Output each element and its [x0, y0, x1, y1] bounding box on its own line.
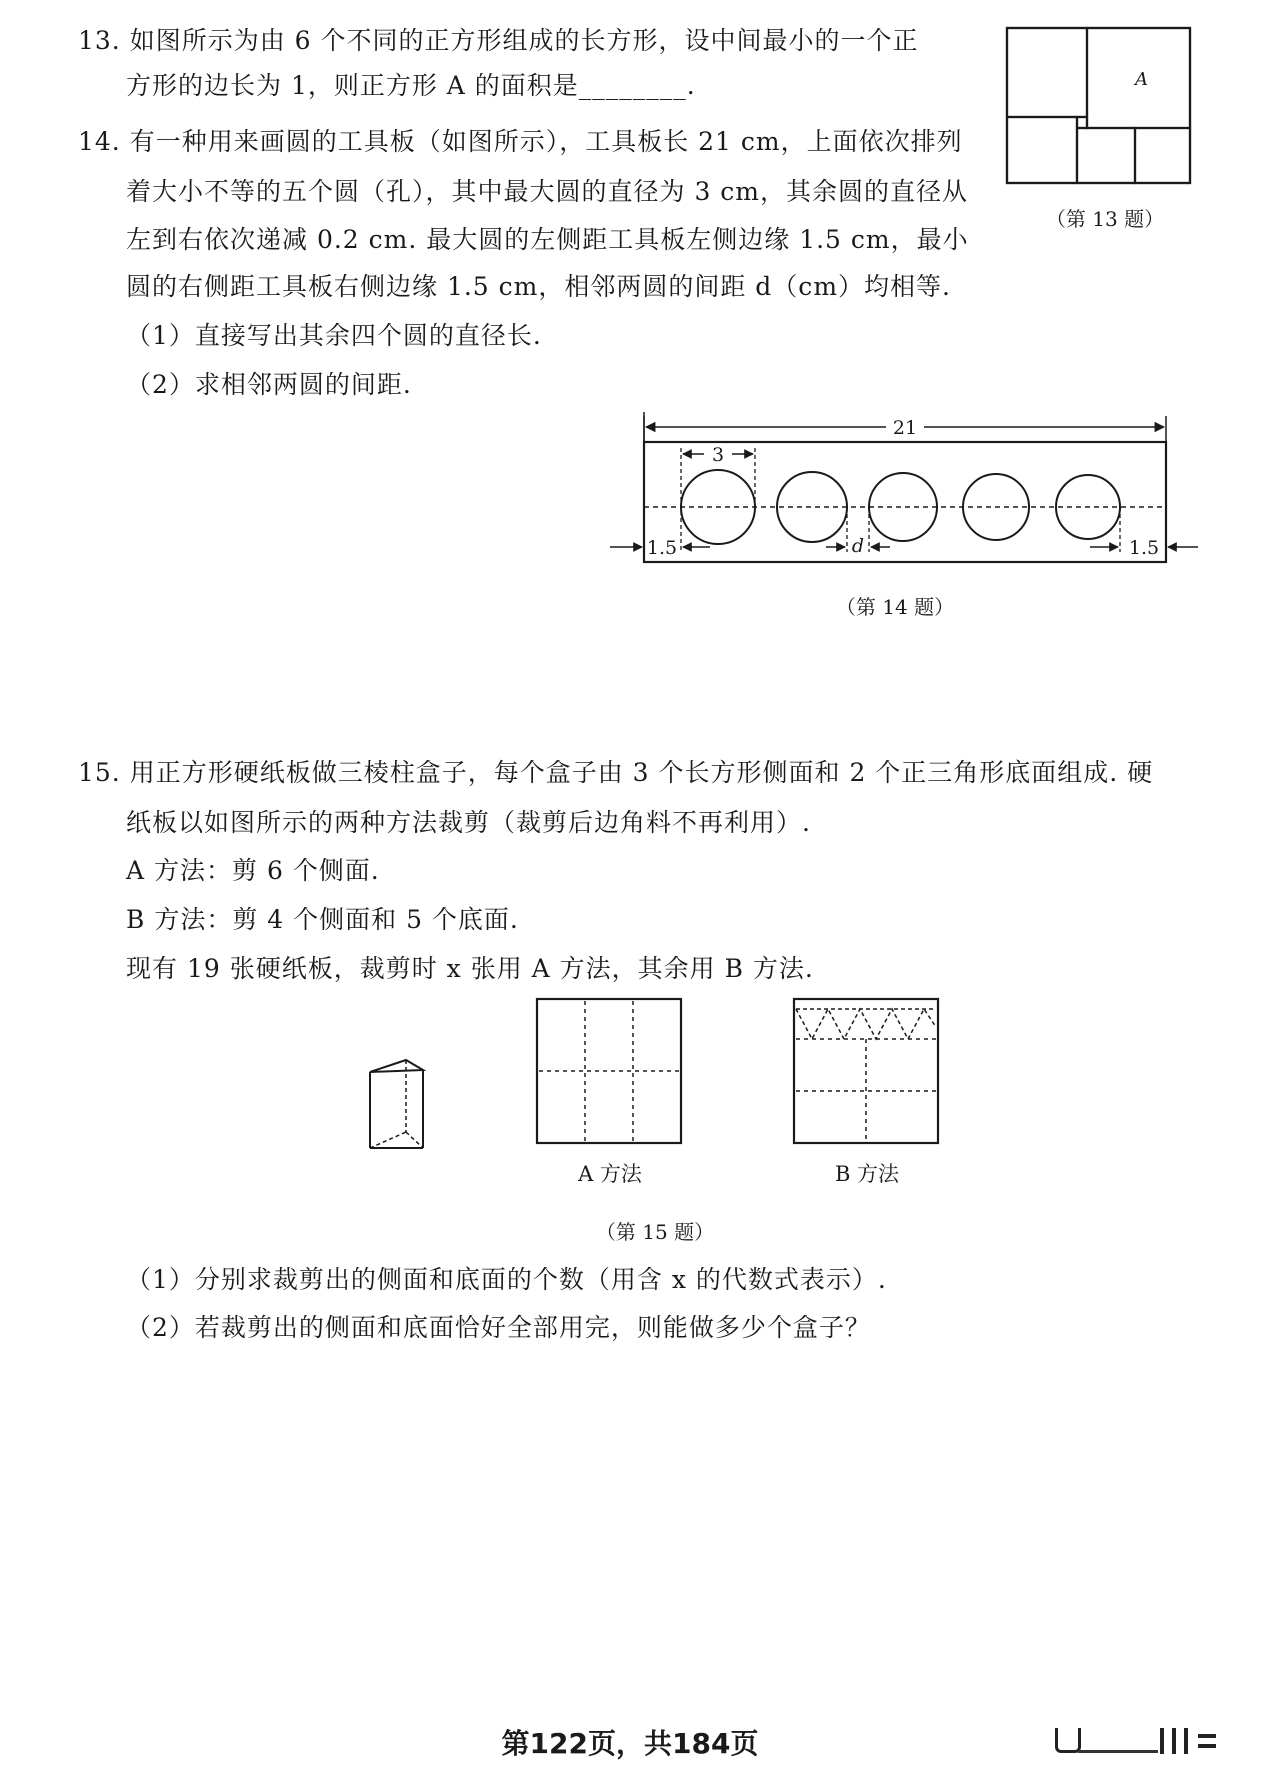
menu-icon[interactable] — [1198, 1734, 1216, 1738]
outer-rectangle — [1007, 28, 1190, 183]
q14-part2: （2）求相邻两圆的间距. — [126, 370, 412, 399]
square-bottom-middle — [1077, 128, 1135, 183]
square-bottom-right — [1135, 128, 1190, 183]
page-bar-icon[interactable] — [1160, 1728, 1164, 1754]
q15-line5: 现有 19 张硬纸板，裁剪时 x 张用 A 方法，其余用 B 方法. — [126, 954, 814, 983]
q13-line2: 方形的边长为 1，则正方形 A 的面积是________. — [126, 71, 696, 100]
method-a-figure — [535, 997, 683, 1145]
q15-method-b: B 方法：剪 4 个侧面和 5 个底面. — [126, 905, 519, 934]
q15-method-a: A 方法：剪 6 个侧面. — [126, 856, 380, 885]
square-smallest — [1077, 117, 1087, 128]
q15-line2: 纸板以如图所示的两种方法裁剪（裁剪后边角料不再利用）. — [126, 808, 811, 837]
q15-line1: 15. 用正方形硬纸板做三棱柱盒子，每个盒子由 3 个长方形侧面和 2 个正三角形底面组成. 硬 — [78, 758, 1154, 787]
q14-line2: 着大小不等的五个圆（孔），其中最大圆的直径为 3 cm，其余圆的直径从 — [126, 177, 969, 206]
square-top-left — [1007, 28, 1087, 117]
q14-line3: 左到右依次递减 0.2 cm. 最大圆的左侧距工具板左侧边缘 1.5 cm，最小 — [126, 225, 969, 254]
q13-caption: （第 13 题） — [1045, 207, 1165, 231]
q15-caption: （第 15 题） — [595, 1220, 715, 1244]
dim-diameter-label: 3 — [711, 444, 725, 466]
dim-right-label: 1.5 — [1128, 537, 1160, 559]
method-b-figure — [792, 997, 940, 1145]
method-b-label: B 方法 — [834, 1162, 900, 1186]
q13-line1: 13. 如图所示为由 6 个不同的正方形组成的长方形，设中间最小的一个正 — [78, 26, 919, 55]
page-bar-icon[interactable] — [1184, 1728, 1188, 1754]
q13-squares-figure — [1005, 25, 1197, 187]
triangular-prism-figure — [365, 1050, 435, 1154]
page-bar-icon[interactable] — [1172, 1728, 1176, 1754]
method-a-label: A 方法 — [578, 1162, 642, 1186]
q14-line1: 14. 有一种用来画圆的工具板（如图所示），工具板长 21 cm，上面依次排列 — [78, 127, 963, 156]
menu-icon[interactable] — [1198, 1744, 1216, 1748]
dim-left-label: 1.5 — [646, 537, 678, 559]
q14-part1: （1）直接写出其余四个圆的直径长. — [126, 321, 542, 350]
dim-gap-label: d — [851, 535, 865, 557]
q14-caption: （第 14 题） — [835, 595, 955, 619]
q15-part1: （1）分别求裁剪出的侧面和底面的个数（用含 x 的代数式表示）. — [126, 1265, 887, 1294]
square-a-label: A — [1135, 69, 1148, 90]
page-indicator: 第122页，共184页 — [501, 1727, 759, 1760]
q14-tool-board-figure — [610, 412, 1200, 577]
divider-line — [1078, 1750, 1158, 1753]
q14-line4: 圆的右侧距工具板右侧边缘 1.5 cm，相邻两圆的间距 d（cm）均相等. — [126, 272, 951, 301]
square-bottom-left — [1007, 117, 1077, 183]
dim-total-label: 21 — [892, 417, 918, 439]
q15-part2: （2）若裁剪出的侧面和底面恰好全部用完，则能做多少个盒子？ — [126, 1313, 871, 1342]
